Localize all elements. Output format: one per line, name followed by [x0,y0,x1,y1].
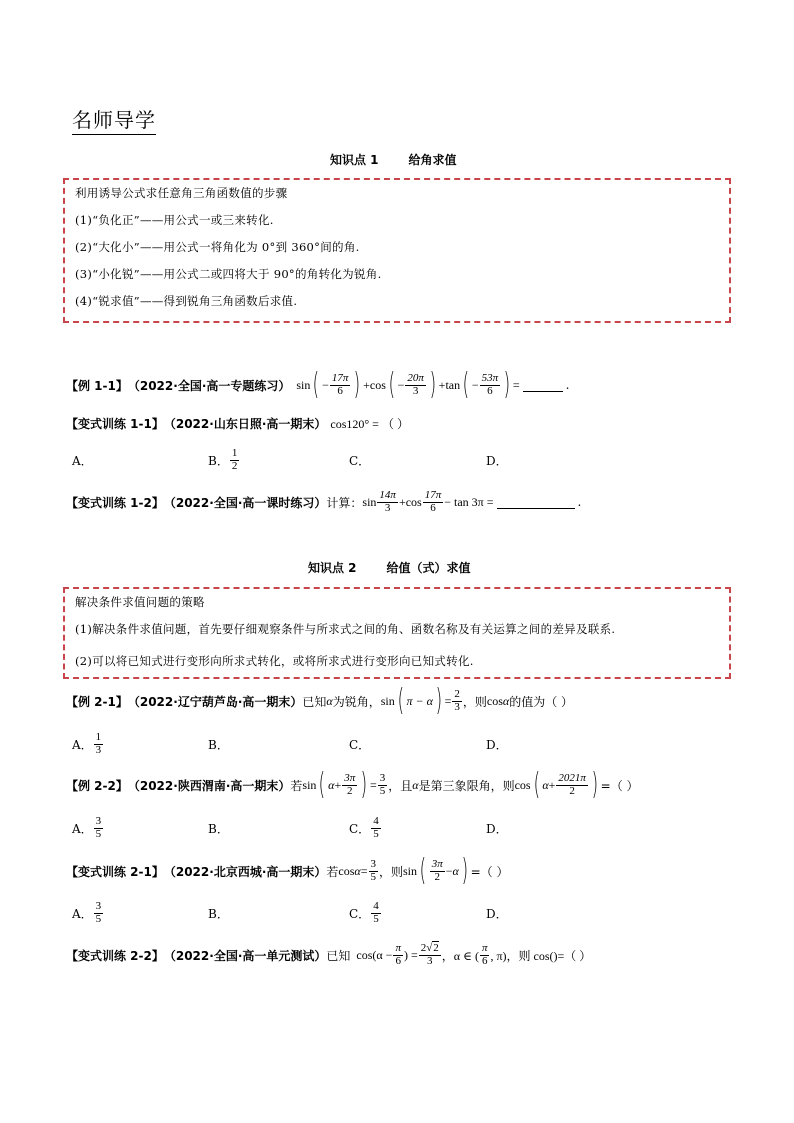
q22-option-c[interactable]: C． $\frac{4}{5}$ [349,814,379,840]
q21-tag: 【例 2-1】 [66,694,128,709]
method-box-1 [63,178,731,323]
kp2-label: 知识点 2 [308,561,357,575]
v12-source: （2022·全国·高一课时练习） [163,495,327,510]
kp1-title: 给角求值 [408,153,457,167]
v11-option-b[interactable]: B． $\frac{1}{2}$ [208,446,238,472]
v11-option-c[interactable]: C． [349,453,371,468]
v11-option-d[interactable]: D． [486,453,508,468]
v12-pre: 计算： [326,495,363,510]
q21-option-a[interactable]: A． $\frac{1}{3}$ [72,730,102,756]
v21-option-b[interactable]: B． [208,906,229,921]
v21-frac-1: $\frac{3}{5}$ [370,857,376,883]
q11-frac-3: $\frac{53\pi}{6}$ [481,371,499,397]
q11-frac-2: $\frac{20\pi}{3}$ [407,371,424,397]
v21-option-c[interactable]: C． $\frac{4}{5}$ [349,899,379,925]
q21-source: （2022·辽宁葫芦岛·高一期末） [127,694,303,709]
q22-frac-2: $\frac{3}{5}$ [379,771,386,797]
box1-line-3: (3)“小化锐”——用公式二或四将大于 90°的角转化为锐角. [75,267,382,281]
v12-tag: 【变式训练 1-2】 [66,495,164,510]
method-box-2 [63,587,731,679]
kp1-label: 知识点 1 [330,153,379,167]
v11-source: （2022·山东日照·高一期末） [163,416,327,431]
v21-frac-2: $\frac{3\pi}{2}$ [431,857,443,883]
v11-expr: cos120° = （ ） [330,416,409,431]
q11-cos: cos [369,377,386,392]
q11-frac-1: $\frac{17\pi}{6}$ [331,371,349,397]
v21-option-d[interactable]: D． [486,906,508,921]
knowledge-point-1-heading [330,151,457,168]
example-2-2: 【例 2-2】 （2022·陕西渭南·高一期末） 若 sin ( α + $\frac{3\pi}{2}$ ) = $\frac{3}{5}$ ，且 α 是第三象限角，则 cos ( α + $\frac{2021\pi}{2}$ ) =（ ） [66,767,639,802]
q11-answer-blank[interactable] [523,379,563,392]
q11-source: （2022·全国·高一专题练习） [127,378,291,393]
variant-2-1: 【变式训练 2-1】 （2022·北京西城·高一期末） 若 cos α = $\frac{3}{5}$ ，则 sin ( $\frac{3\pi}{2}$ − α ) =（ ） [66,853,509,888]
q22-option-b[interactable]: B． [208,821,229,836]
q22-option-a[interactable]: A． $\frac{3}{5}$ [72,814,102,840]
v11-option-a[interactable]: A． [72,453,93,468]
section-title: 名师导学 [72,104,156,135]
v12-answer-blank[interactable] [497,496,575,509]
v12-frac-1: $\frac{14\pi}{3}$ [379,488,396,514]
knowledge-point-2-heading [308,559,471,576]
example-1-1: 【例 1-1】 （2022·全国·高一专题练习） sin ( − $\frac{17\pi}{6}$ ) + cos ( − $\frac{20\pi}{3}$ ) + tan ( − $\frac{53\pi}{6}$ ) = . [66,367,570,402]
box2-line-2: (2)可以将已知式进行变形向所求式转化，或将所求式进行变形向已知式转化. [75,654,474,668]
q21-frac: $\frac{2}{3}$ [454,687,460,713]
box1-line-4: (4)“锐求值”——得到锐角三角函数后求值. [75,294,298,308]
v22-frac-3: $\frac{\pi}{6}$ [481,941,488,967]
variant-1-1 [66,414,409,432]
v12-frac-2: $\frac{17\pi}{6}$ [424,488,442,514]
variant-2-2: 【变式训练 2-2】 （2022·全国·高一单元测试） 已知 cos(α − $\frac{\pi}{6}$ ) = $\frac{2√2}{3}$ ，α ∈ ( $\frac{\pi}{6}$ , π)，则 cos()=（ ） [66,941,592,967]
box2-title: 解决条件求值问题的策略 [75,595,205,609]
q22-option-d[interactable]: D． [486,821,508,836]
q22-frac-3: $\frac{2021\pi}{2}$ [558,771,586,797]
kp2-title: 给值（式）求值 [386,561,471,575]
q22-source: （2022·陕西渭南·高一期末） [127,778,291,793]
box2-line-1: (1)解决条件求值问题，首先要仔细观察条件与所求式之间的角、函数名称及有关运算之间的差异及联系. [75,622,616,636]
q11-tag: 【例 1-1】 [66,378,128,393]
q21-option-c[interactable]: C． [349,737,371,752]
box1-line-1: (1)“负化正”——用公式一或三来转化. [75,213,274,227]
v21-tag: 【变式训练 2-1】 [66,864,164,879]
v22-frac-1: $\frac{\pi}{6}$ [395,941,401,967]
example-2-1: 【例 2-1】 （2022·辽宁葫芦岛·高一期末） 已知 α 为锐角， sin ( π − α ) = $\frac{2}{3}$ ，则 cos α 的值为（ ） [66,683,574,718]
v22-tag: 【变式训练 2-2】 [66,948,164,963]
box1-title: 利用诱导公式求任意角三角函数值的步骤 [75,186,288,200]
v22-source: （2022·全国·高一单元测试） [163,948,327,963]
q22-frac-1: $\frac{3\pi}{2}$ [344,771,356,797]
variant-1-2: 【变式训练 1-2】 （2022·全国·高一课时练习） 计算： sin $\frac{14\pi}{3}$ + cos $\frac{17\pi}{6}$ − tan 3π = . [66,488,582,514]
v21-source: （2022·北京西城·高一期末） [163,864,327,879]
q11-sin: sin [296,377,311,392]
q21-option-b[interactable]: B． [208,737,229,752]
box1-line-2: (2)“大化小”——用公式一将角化为 0°到 360°间的角. [75,240,360,254]
v21-option-a[interactable]: A． $\frac{3}{5}$ [72,899,102,925]
v22-frac-2: $\frac{2√2}{3}$ [420,941,439,967]
q22-tag: 【例 2-2】 [66,778,128,793]
q21-option-d[interactable]: D． [486,737,508,752]
v11-tag: 【变式训练 1-1】 [66,416,164,431]
q11-tan: tan [445,377,461,392]
